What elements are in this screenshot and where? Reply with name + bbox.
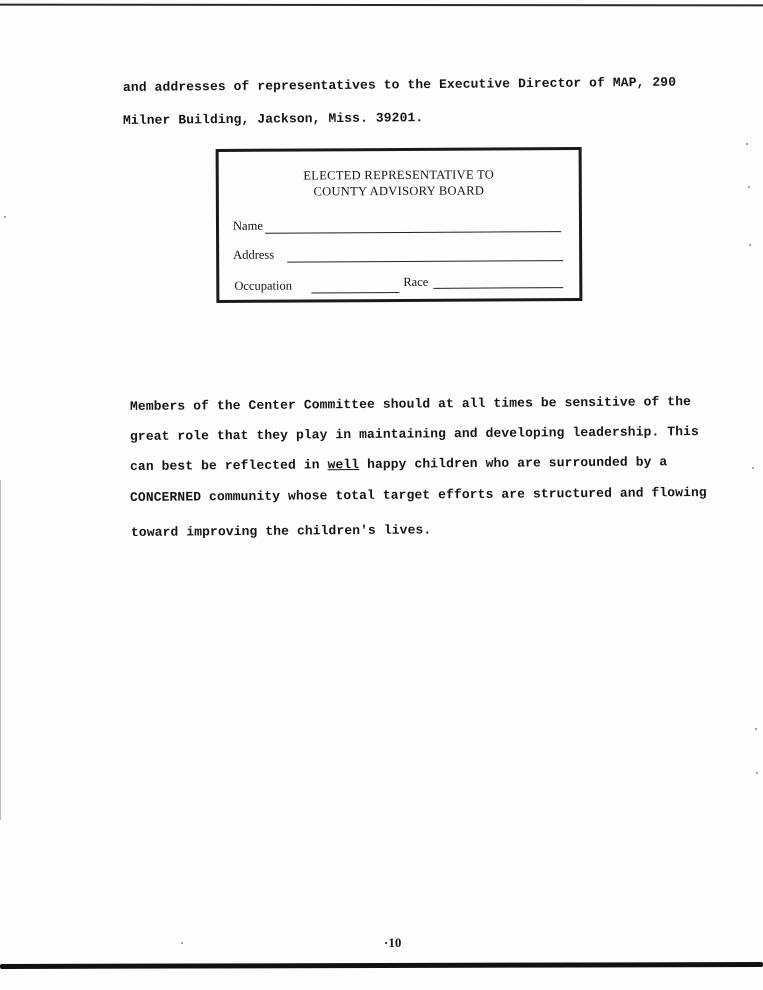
address-blank-line[interactable] — [287, 260, 563, 262]
scan-speck — [749, 244, 751, 246]
race-label: Race — [403, 274, 429, 289]
name-label: Name — [232, 218, 263, 233]
race-blank-line[interactable] — [433, 287, 563, 289]
address-label: Address — [233, 247, 275, 262]
body-line-3-end: happy children who are surrounded by a — [359, 454, 668, 472]
body-line-2: great role that they play in maintaining and developing leadership. This — [129, 424, 699, 444]
scan-speck — [756, 772, 758, 774]
top-page-edge — [0, 4, 763, 7]
occupation-blank-line[interactable] — [311, 292, 399, 293]
bottom-page-edge — [0, 962, 763, 969]
name-blank-line[interactable] — [265, 231, 561, 234]
scan-speck — [746, 143, 748, 145]
scan-speck — [181, 942, 183, 944]
occupation-label: Occupation — [234, 278, 292, 293]
scan-speck — [748, 186, 750, 188]
form-title-line-2: COUNTY ADVISORY BOARD — [313, 183, 485, 199]
body-line-1: Members of the Center Committee should at all times be sensitive of the — [129, 394, 692, 414]
intro-line-1: and addresses of representatives to the Executive Director of MAP, 290 — [122, 74, 677, 95]
body-line-3-start: can best be reflected in — [129, 457, 328, 474]
scan-speck — [4, 216, 6, 218]
scan-speck — [752, 467, 754, 469]
intro-line-2: Milner Building, Jackson, Miss. 39201. — [122, 110, 424, 128]
emphasized-word: well — [327, 457, 360, 473]
body-line-5: toward improving the children's lives. — [130, 522, 432, 540]
body-line-4: CONCERNED community whose total target efforts are structured and flowing — [129, 484, 707, 505]
body-line-3 — [130, 454, 667, 474]
left-page-edge — [0, 480, 1, 820]
scan-speck — [755, 728, 757, 730]
form-title-line-1: ELECTED REPRESENTATIVE TO — [303, 167, 495, 183]
page-number: ·10 — [384, 935, 402, 950]
representative-form-box — [216, 147, 583, 303]
